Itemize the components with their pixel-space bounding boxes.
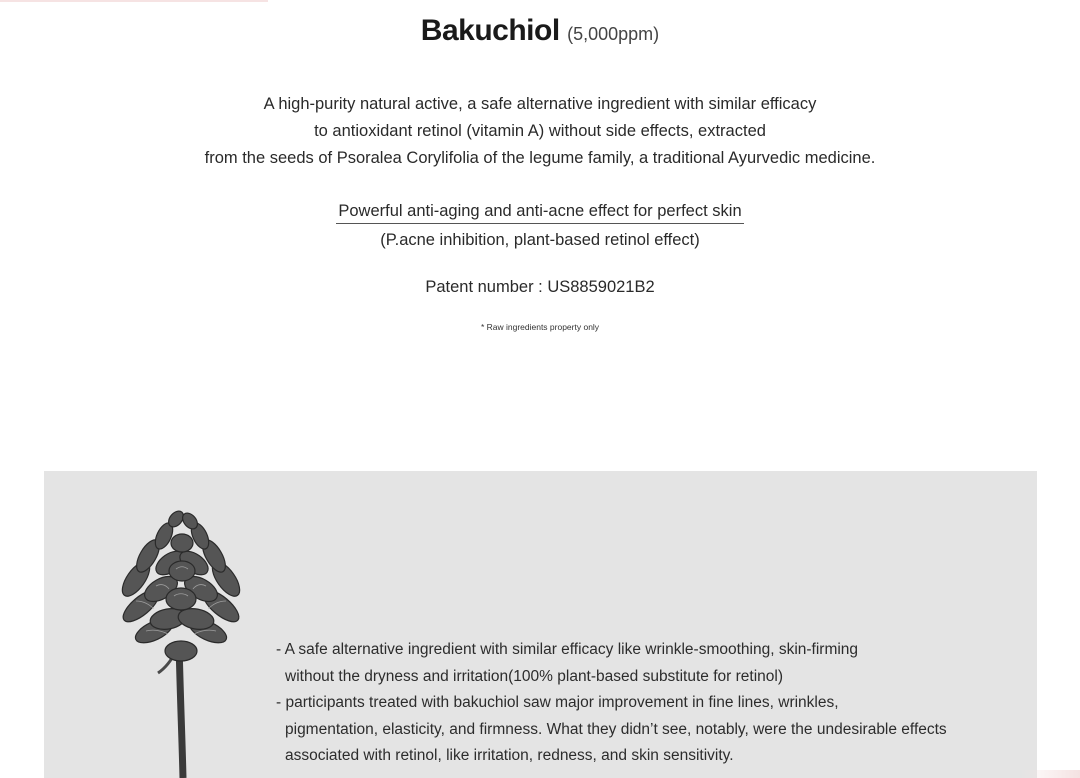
description-line: to antioxidant retinol (vitamin A) without side effects, extracted xyxy=(314,122,766,140)
benefits-list xyxy=(276,637,1016,770)
benefit-line: pigmentation, elasticity, and firmness. What they didn’t see, notably, were the undesirable effects xyxy=(285,720,947,738)
effect-subline: (P.acne inhibition, plant-based retinol effect) xyxy=(380,231,700,249)
benefit-line: without the dryness and irritation(100% plant-based substitute for retinol) xyxy=(285,667,783,685)
description-line: A high-purity natural active, a safe alternative ingredient with similar efficacy xyxy=(263,95,817,113)
top-accent-bar xyxy=(0,0,268,2)
corner-accent xyxy=(1020,770,1080,778)
ingredient-concentration: (5,000ppm) xyxy=(567,24,660,44)
patent-number: Patent number : US8859021B2 xyxy=(425,278,655,296)
benefit-line: - participants treated with bakuchiol saw major improvement in fine lines, wrinkles, xyxy=(276,694,839,711)
description-line: from the seeds of Psoralea Corylifolia of the legume family, a traditional Ayurvedic medicine. xyxy=(204,149,876,167)
benefits-panel xyxy=(44,471,1037,778)
ingredient-title: Bakuchiol xyxy=(420,14,560,47)
plant-illustration-icon xyxy=(106,501,256,778)
ingredient-header xyxy=(0,14,1080,48)
ingredient-description xyxy=(0,91,1080,172)
benefit-line: associated with retinol, like irritation, redness, and skin sensitivity. xyxy=(285,747,734,764)
footnote: * Raw ingredients property only xyxy=(480,322,600,332)
benefit-line: - A safe alternative ingredient with similar efficacy like wrinkle-smoothing, skin-firming xyxy=(276,641,859,658)
effect-highlight xyxy=(0,198,1080,254)
effect-headline: Powerful anti-aging and anti-acne effect for perfect skin xyxy=(336,199,743,224)
